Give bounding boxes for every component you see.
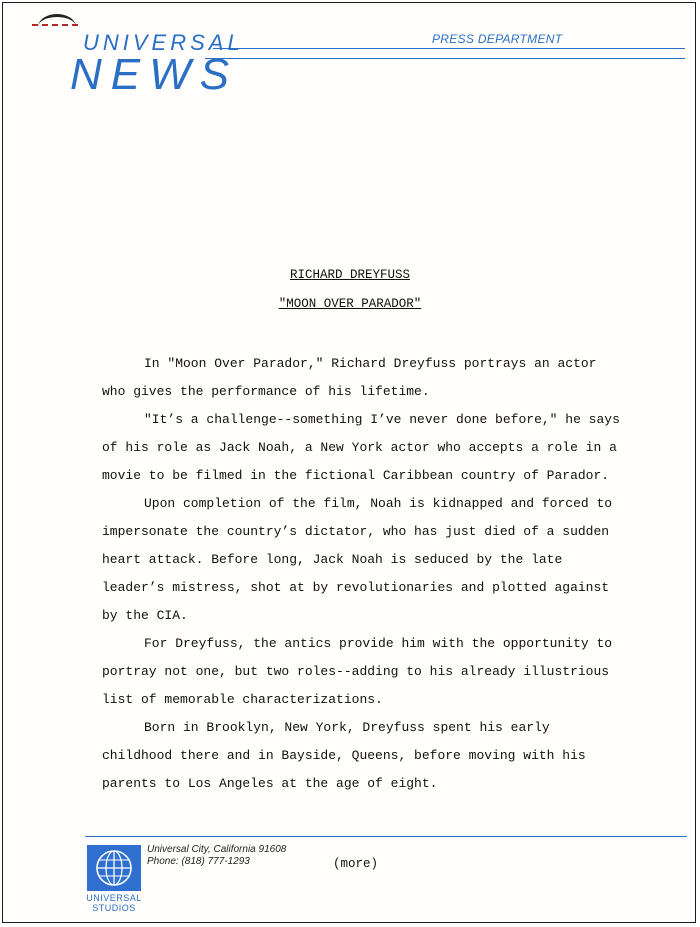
paragraph: Born in Brooklyn, New York, Dreyfuss spent his early childhood there and in Bayside, Queens, before moving with his parents to Los Angeles at the age of eight. <box>102 720 586 791</box>
address-phone: Phone: (818) 777-1293 <box>147 856 250 867</box>
release-subtitle-text: "MOON OVER PARADOR" <box>278 297 422 311</box>
paragraph: "It’s a challenge--something I’ve never done before," he says of his role as Jack Noah, a New York actor who accepts a role in a movie to be filmed in the fictional Caribbean country of Parador. <box>102 412 620 483</box>
paragraph: For Dreyfuss, the antics provide him with the opportunity to portray not one, but two roles--adding to his already illustrious list of memorable characterizations. <box>102 636 613 707</box>
globe-icon <box>87 845 141 891</box>
footer-address <box>147 844 286 868</box>
logo-wordmark <box>78 893 150 913</box>
punch-mark-dash <box>32 24 78 28</box>
logo-wordmark-line2: STUDIOS <box>92 903 136 913</box>
paragraph: In "Moon Over Parador," Richard Dreyfuss portrays an actor who gives the performance of his lifetime. <box>102 356 597 399</box>
letterhead-news: NEWS <box>70 50 238 99</box>
release-body <box>102 350 622 798</box>
logo-wordmark-line1: UNIVERSAL <box>86 893 142 903</box>
letterhead-rule-lower <box>205 58 685 59</box>
continued-marker: (more) <box>333 857 379 871</box>
letterhead-universal: UNIVERSAL <box>83 30 244 55</box>
release-title-text: RICHARD DREYFUSS <box>289 268 411 282</box>
universal-globe-logo <box>87 845 141 891</box>
footer-rule <box>85 836 687 837</box>
address-city: Universal City, California 91608 <box>147 844 287 855</box>
release-title <box>0 268 700 282</box>
paragraph: Upon completion of the film, Noah is kidnapped and forced to impersonate the country’s dictator, who has just died of a sudden heart attack. Before long, Jack Noah is seduced by the late leader’s mistress, shot at by revolutionaries and plotted against by the CIA. <box>102 496 613 623</box>
letterhead-rule <box>213 48 685 49</box>
press-department-label: PRESS DEPARTMENT <box>432 32 563 46</box>
release-subtitle <box>0 297 700 311</box>
